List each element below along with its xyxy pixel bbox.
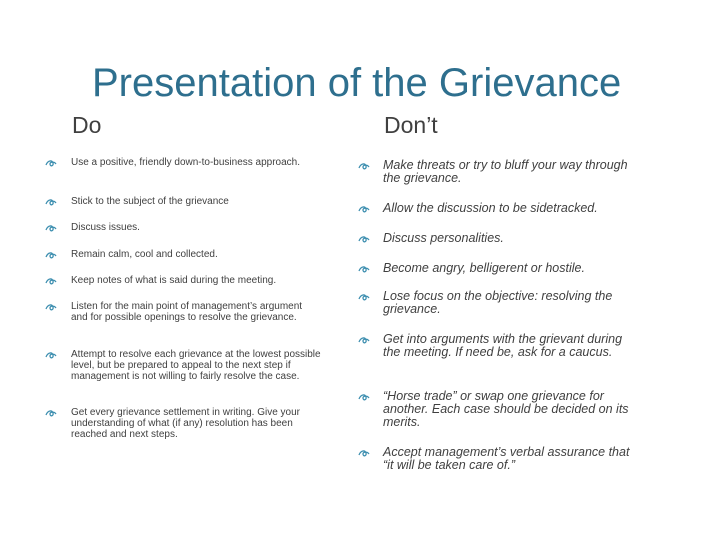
swirl-bullet-icon [45,251,57,261]
dont-item-text: Allow the discussion to be sidetracked. [383,201,598,215]
swirl-bullet-icon [45,224,57,234]
dont-item-text: Make threats or try to bluff your way through the grievance. [383,158,628,185]
swirl-bullet-icon [358,336,370,346]
do-item-text: Stick to the subject of the grievance [71,196,229,207]
dont-heading: Don’t [384,112,438,138]
swirl-bullet-icon [45,303,57,313]
swirl-bullet-icon [358,162,370,172]
do-item-text: Remain calm, cool and collected. [71,249,218,260]
do-item-text: Use a positive, friendly down-to-business approach. [71,157,301,168]
do-item-text: Get every grievance settlement in writing. Give your understanding of what (if any) resolution has been reached and next steps. [71,407,300,440]
dont-item-text: Accept management’s verbal assurance that “it will be taken care of.” [383,445,630,472]
slide-title: Presentation of the Grievance [92,61,622,105]
swirl-bullet-icon [358,265,370,275]
swirl-bullet-icon [45,277,57,287]
dont-item-text: “Horse trade” or swap one grievance for another. Each case should be decided on its merits. [383,389,629,429]
do-item-text: Keep notes of what is said during the meeting. [71,275,277,286]
swirl-bullet-icon [358,235,370,245]
dont-item-text: Discuss personalities. [383,231,504,245]
swirl-bullet-icon [45,159,57,169]
swirl-bullet-icon [358,205,370,215]
dont-item-text: Become angry, belligerent or hostile. [383,261,585,275]
swirl-bullet-icon [358,449,370,459]
do-item-text: Attempt to resolve each grievance at the lowest possible level, but be prepared to appeal to the next step if management is not willing to fairly resolve the case. [71,349,321,382]
swirl-bullet-icon [45,198,57,208]
do-item-text: Listen for the main point of management’s argument and for possible openings to resolve the grievance. [71,301,303,323]
swirl-bullet-icon [358,293,370,303]
dont-item-text: Lose focus on the objective: resolving the grievance. [383,289,613,316]
dont-item-text: Get into arguments with the grievant during the meeting. If need be, ask for a caucus. [383,332,623,359]
swirl-bullet-icon [358,393,370,403]
do-item-text: Discuss issues. [71,222,140,233]
swirl-bullet-icon [45,351,57,361]
do-heading: Do [72,112,102,138]
swirl-bullet-icon [45,409,57,419]
